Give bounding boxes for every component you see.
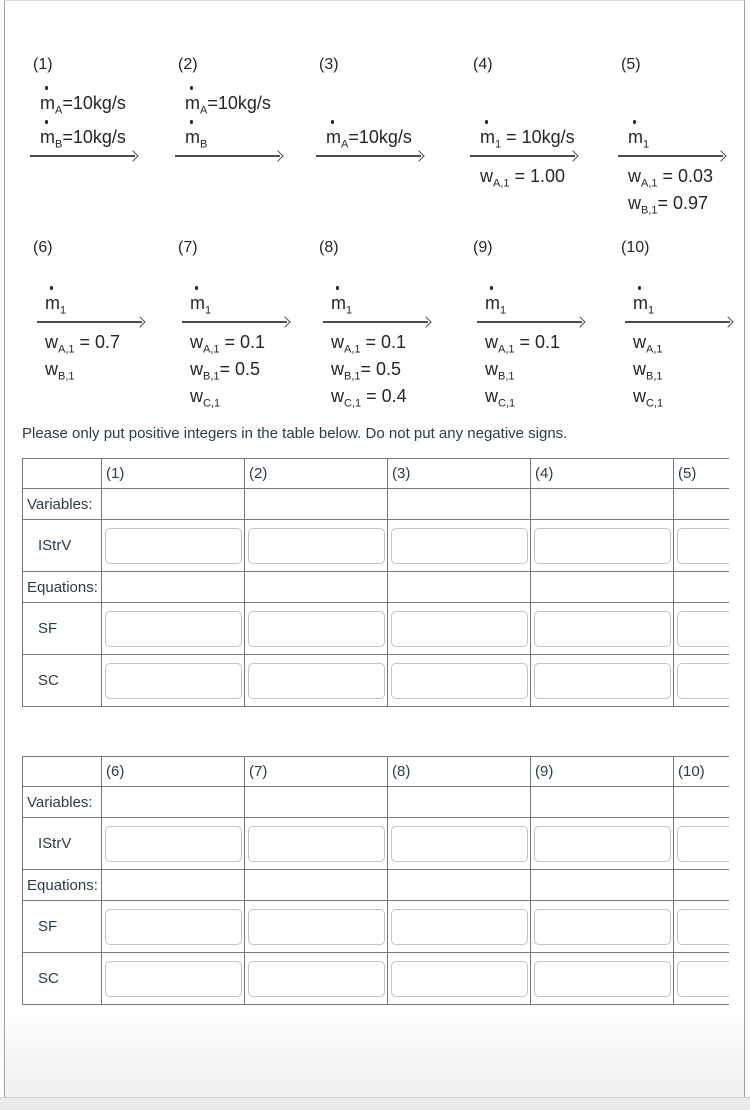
flow-rate-label: $m_1$ — [45, 293, 67, 317]
input-t1-istrv-4[interactable] — [534, 528, 671, 564]
answer-cell — [388, 787, 531, 818]
stream-arrow-icon — [470, 155, 575, 157]
stream-arrow-icon — [625, 321, 730, 323]
stream-diagram-7 — [175, 238, 316, 424]
answer-cell — [102, 953, 245, 1005]
answer-cell — [102, 655, 245, 707]
input-t2-sc-6[interactable] — [105, 961, 242, 997]
input-t1-sc-5[interactable] — [677, 663, 729, 699]
answer-cell — [674, 603, 730, 655]
mass-fraction-label: $w_{C,1}$ — [190, 385, 221, 410]
mass-flow-dot-symbol: m — [331, 293, 346, 313]
mass-flow-dot-symbol: m — [45, 293, 60, 313]
row-label-equations: Equations: — [23, 572, 102, 603]
answer-cell — [388, 818, 531, 870]
stream-arrow-icon — [477, 321, 582, 323]
stream-diagram-3 — [316, 55, 470, 238]
answer-cell — [531, 655, 674, 707]
answer-cell — [102, 787, 245, 818]
column-header: (10) — [674, 757, 730, 787]
mass-flow-dot-symbol: m — [190, 293, 205, 313]
table-row-sf — [23, 901, 730, 953]
mass-flow-dot-symbol: m — [185, 93, 200, 113]
flow-rate-label: $m_A=10kg/s$ — [185, 93, 271, 117]
diagram-number-label: (10) — [621, 239, 650, 256]
column-header: (7) — [245, 757, 388, 787]
stream-diagram-2 — [175, 55, 316, 238]
answer-cell — [388, 603, 531, 655]
answer-cell — [674, 818, 730, 870]
diagram-row-1 — [30, 55, 744, 238]
table-row-variables — [23, 787, 730, 818]
row-label-sf: SF — [23, 901, 102, 953]
input-t1-istrv-3[interactable] — [391, 528, 528, 564]
table-row-equations — [23, 870, 730, 901]
answer-table-2-wrap — [22, 756, 729, 1005]
input-t2-istrv-6[interactable] — [105, 826, 242, 862]
answer-cell — [245, 870, 388, 901]
input-t2-sc-10[interactable] — [677, 961, 729, 997]
answer-table-1-wrap — [22, 458, 729, 707]
flow-rate-labels — [175, 258, 316, 321]
answer-cell — [531, 818, 674, 870]
answer-cell — [388, 953, 531, 1005]
stream-diagram-9 — [470, 238, 618, 424]
answer-table-2 — [22, 756, 729, 1005]
mass-fraction-label: $w_{B,1}$ — [45, 358, 75, 383]
mass-fraction-label: $w_{C,1} = 0.4$ — [331, 385, 407, 410]
mass-fraction-label: $w_{C,1}$ — [633, 385, 664, 410]
input-t2-istrv-8[interactable] — [391, 826, 528, 862]
table-row-istrv — [23, 818, 730, 870]
diagram-number-label: (1) — [33, 56, 53, 73]
answer-cell — [674, 655, 730, 707]
mass-fraction-labels — [618, 323, 738, 410]
answer-table-1 — [22, 458, 729, 707]
column-header: (3) — [388, 459, 531, 489]
stream-diagram-6 — [30, 238, 175, 424]
flow-rate-label: $m_1$ — [628, 127, 650, 151]
input-t2-sf-7[interactable] — [248, 909, 385, 945]
column-header: (1) — [102, 459, 245, 489]
flow-rate-label: $m_B=10kg/s$ — [40, 127, 126, 151]
flow-rate-label: $m_B$ — [185, 127, 208, 151]
column-header: (4) — [531, 459, 674, 489]
answer-cell — [674, 520, 730, 572]
answer-cell — [674, 870, 730, 901]
table-row-equations — [23, 572, 730, 603]
row-label-istrv: IStrV — [23, 520, 102, 572]
stream-diagrams-figure — [30, 1, 744, 424]
input-t1-sf-2[interactable] — [248, 611, 385, 647]
flow-rate-label: $m_1$ — [190, 293, 212, 317]
table-row-istrv — [23, 520, 730, 572]
answer-cell — [245, 818, 388, 870]
flow-rate-labels — [618, 258, 738, 321]
stream-arrow-icon — [323, 321, 428, 323]
stream-arrow-icon — [316, 155, 421, 157]
footer-band — [0, 1097, 750, 1110]
mass-flow-dot-symbol: m — [485, 293, 500, 313]
flow-rate-labels — [316, 258, 470, 321]
column-header: (6) — [102, 757, 245, 787]
answer-cell — [531, 901, 674, 953]
diagram-number-label: (8) — [319, 239, 339, 256]
stream-diagram-8 — [316, 238, 470, 424]
answer-cell — [674, 572, 730, 603]
answer-cell — [531, 572, 674, 603]
column-header — [23, 459, 102, 489]
stream-diagram-10 — [618, 238, 738, 424]
row-label-istrv: IStrV — [23, 818, 102, 870]
column-header — [23, 757, 102, 787]
answer-cell — [674, 901, 730, 953]
answer-cell — [102, 572, 245, 603]
stream-arrow-icon — [37, 321, 142, 323]
input-t1-sc-4[interactable] — [534, 663, 671, 699]
input-t1-sc-3[interactable] — [391, 663, 528, 699]
input-t2-istrv-9[interactable] — [534, 826, 671, 862]
input-t2-istrv-7[interactable] — [248, 826, 385, 862]
mass-fraction-labels — [470, 157, 618, 190]
input-t1-istrv-5[interactable] — [677, 528, 729, 564]
mass-fraction-label: $w_{A,1} = 1.00$ — [480, 165, 566, 190]
mass-fraction-labels — [175, 157, 316, 163]
stream-arrow-icon — [30, 155, 135, 157]
answer-cell — [531, 520, 674, 572]
mass-fraction-labels — [470, 323, 618, 410]
input-t1-sf-4[interactable] — [534, 611, 671, 647]
input-t2-sf-6[interactable] — [105, 909, 242, 945]
answer-cell — [102, 870, 245, 901]
diagram-number-label: (4) — [473, 56, 493, 73]
stream-diagram-5 — [618, 55, 738, 238]
mass-fraction-label: $w_{A,1} = 0.03$ — [628, 165, 714, 190]
mass-fraction-labels — [316, 157, 470, 163]
input-t2-sc-8[interactable] — [391, 961, 528, 997]
flow-rate-label: $m_1$ — [633, 293, 655, 317]
mass-fraction-label: $w_{B,1}$ — [633, 358, 663, 383]
input-t1-sc-1[interactable] — [105, 663, 242, 699]
answer-cell — [674, 489, 730, 520]
answer-cell — [245, 489, 388, 520]
mass-flow-dot-symbol: m — [480, 127, 495, 147]
input-t2-sf-8[interactable] — [391, 909, 528, 945]
stream-diagram-4 — [470, 55, 618, 238]
input-t2-sf-9[interactable] — [534, 909, 671, 945]
flow-rate-labels — [175, 75, 316, 155]
table-row-variables — [23, 489, 730, 520]
row-label-sc: SC — [23, 655, 102, 707]
answer-cell — [245, 901, 388, 953]
stream-arrow-icon — [182, 321, 287, 323]
answer-cell — [102, 489, 245, 520]
stream-arrow-icon — [618, 155, 723, 157]
mass-fraction-label: $w_{B,1}$ — [485, 358, 515, 383]
input-t1-sf-3[interactable] — [391, 611, 528, 647]
row-label-equations: Equations: — [23, 870, 102, 901]
mass-fraction-labels — [30, 157, 175, 163]
answer-cell — [531, 953, 674, 1005]
table-row-sc — [23, 655, 730, 707]
mass-fraction-labels — [30, 323, 175, 383]
mass-flow-dot-symbol: m — [40, 127, 55, 147]
mass-flow-dot-symbol: m — [185, 127, 200, 147]
question-page — [4, 0, 745, 1097]
diagram-number-label: (6) — [33, 239, 53, 256]
answer-cell — [388, 489, 531, 520]
answer-cell — [102, 818, 245, 870]
flow-rate-labels — [316, 75, 470, 155]
answer-cell — [531, 870, 674, 901]
flow-rate-labels — [470, 75, 618, 155]
row-label-sf: SF — [23, 603, 102, 655]
mass-fraction-label: $w_{A,1} = 0.1$ — [190, 331, 266, 356]
mass-fraction-label: $w_{A,1} = 0.7$ — [45, 331, 121, 356]
table-header-row — [23, 459, 730, 489]
answer-cell — [245, 520, 388, 572]
answer-cell — [245, 655, 388, 707]
diagram-number-label: (9) — [473, 239, 493, 256]
flow-rate-label: $m_A=10kg/s$ — [40, 93, 126, 117]
flow-rate-labels — [470, 258, 618, 321]
answer-cell — [245, 953, 388, 1005]
input-t1-sf-1[interactable] — [105, 611, 242, 647]
answer-cell — [245, 572, 388, 603]
column-header: (5) — [674, 459, 730, 489]
answer-cell — [388, 655, 531, 707]
mass-flow-dot-symbol: m — [628, 127, 643, 147]
stream-arrow-icon — [175, 155, 280, 157]
answer-cell — [388, 572, 531, 603]
input-t2-sc-7[interactable] — [248, 961, 385, 997]
input-t1-istrv-1[interactable] — [105, 528, 242, 564]
flow-rate-labels — [618, 75, 738, 155]
mass-fraction-label: $w_{A,1}$ — [633, 331, 663, 356]
input-t1-sc-2[interactable] — [248, 663, 385, 699]
input-t1-istrv-2[interactable] — [248, 528, 385, 564]
answer-cell — [531, 489, 674, 520]
mass-flow-dot-symbol: m — [40, 93, 55, 113]
answer-cell — [531, 603, 674, 655]
column-header: (9) — [531, 757, 674, 787]
mass-fraction-label: $w_{B,1}= 0.5$ — [331, 358, 402, 383]
table-header-row — [23, 757, 730, 787]
flow-rate-labels — [30, 75, 175, 155]
answer-cell — [102, 603, 245, 655]
answer-cell — [531, 787, 674, 818]
row-label-sc: SC — [23, 953, 102, 1005]
answer-cell — [388, 870, 531, 901]
flow-rate-label: $m_1$ — [485, 293, 507, 317]
flow-rate-label: $m_1$ — [331, 293, 353, 317]
input-t2-sf-10[interactable] — [677, 909, 729, 945]
table-row-sc — [23, 953, 730, 1005]
answer-cell — [388, 901, 531, 953]
flow-rate-label: $m_A=10kg/s$ — [326, 127, 412, 151]
mass-fraction-label: $w_{B,1}= 0.5$ — [190, 358, 261, 383]
mass-fraction-labels — [175, 323, 316, 410]
answer-cell — [245, 787, 388, 818]
mass-fraction-labels — [316, 323, 470, 410]
stream-diagram-1 — [30, 55, 175, 238]
instruction-text: Please only put positive integers in the table below. Do not put any negative signs. — [22, 425, 568, 442]
mass-fraction-label: $w_{B,1}= 0.97$ — [628, 192, 709, 217]
answer-cell — [674, 787, 730, 818]
mass-flow-dot-symbol: m — [326, 127, 341, 147]
mass-flow-dot-symbol: m — [633, 293, 648, 313]
answer-cell — [674, 953, 730, 1005]
input-t2-sc-9[interactable] — [534, 961, 671, 997]
diagram-row-2 — [30, 238, 744, 424]
mass-fraction-labels — [618, 157, 738, 217]
answer-cell — [102, 901, 245, 953]
mass-fraction-label: $w_{C,1}$ — [485, 385, 516, 410]
mass-fraction-label: $w_{A,1} = 0.1$ — [331, 331, 407, 356]
answer-cell — [245, 603, 388, 655]
row-label-variables: Variables: — [23, 489, 102, 520]
table-row-sf — [23, 603, 730, 655]
mass-fraction-label: $w_{A,1} = 0.1$ — [485, 331, 561, 356]
answer-cell — [388, 520, 531, 572]
diagram-number-label: (3) — [319, 56, 339, 73]
diagram-number-label: (7) — [178, 239, 198, 256]
input-t2-istrv-10[interactable] — [677, 826, 729, 862]
flow-rate-label: $m_1 = 10kg/s$ — [480, 127, 575, 151]
answer-cell — [102, 520, 245, 572]
input-t1-sf-5[interactable] — [677, 611, 729, 647]
diagram-number-label: (2) — [178, 56, 198, 73]
row-label-variables: Variables: — [23, 787, 102, 818]
column-header: (2) — [245, 459, 388, 489]
flow-rate-labels — [30, 258, 175, 321]
diagram-number-label: (5) — [621, 56, 641, 73]
column-header: (8) — [388, 757, 531, 787]
